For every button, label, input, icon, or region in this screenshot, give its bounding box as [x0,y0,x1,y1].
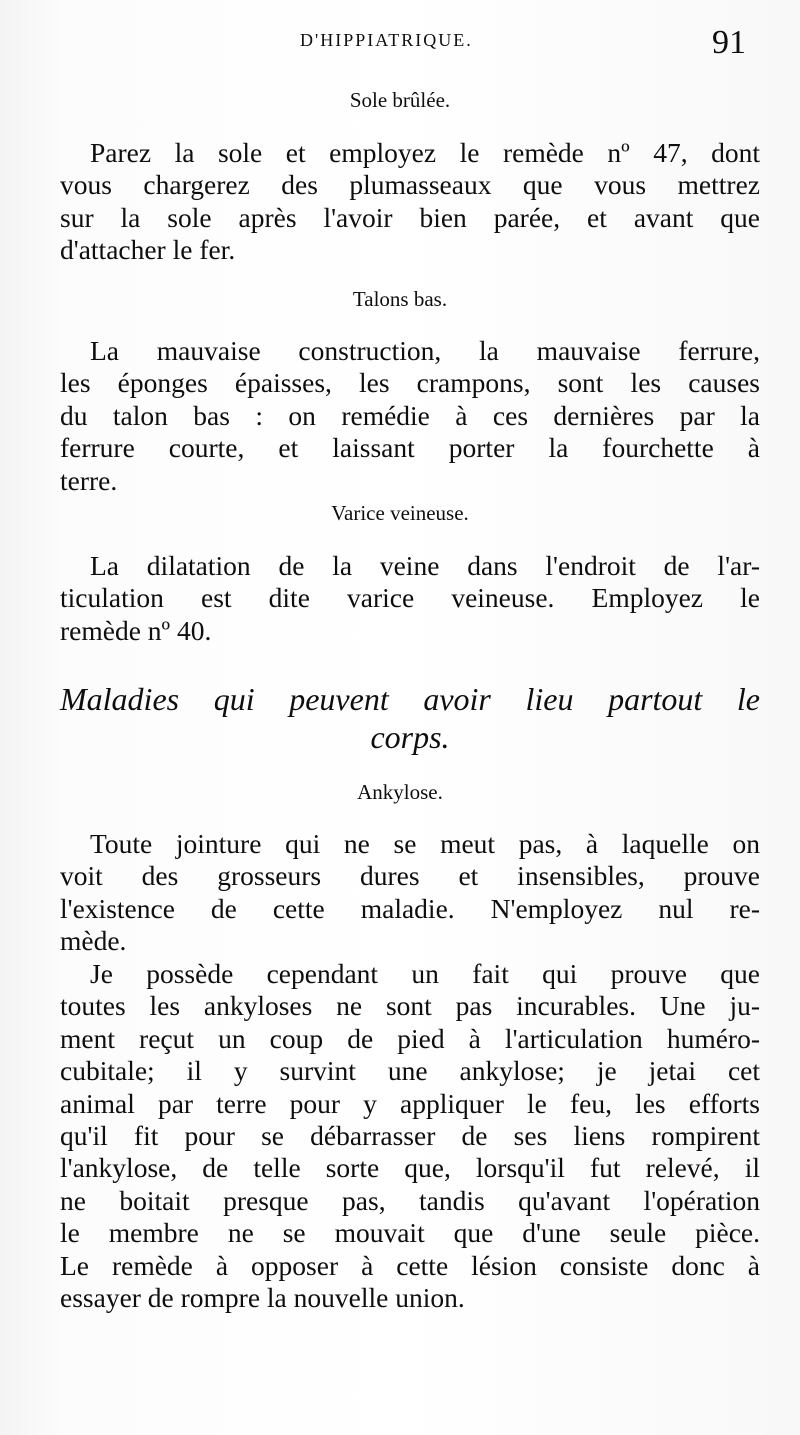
text-line: Le remède à opposer à cette lésion consiste donc à [60,1249,760,1281]
text-line: qu'il fit pour se débarrasser de ses liens rompirent [60,1119,760,1151]
text-line: l'existence de cette maladie. N'employez nul re- [60,892,760,924]
text-line: Toute jointure qui ne se meut pas, à laquelle on [90,828,760,859]
text-line: Parez la sole et employez le remède nº 47, dont [90,137,760,168]
paragraph-varice-veineuse [60,550,760,647]
text-line: animal par terre pour y appliquer le feu, les efforts [60,1087,760,1119]
chapter-title-line: corps. [370,719,450,755]
paragraph-talons-bas [60,335,760,497]
text-line: essayer de rompre la nouvelle union. [60,1281,465,1313]
section-heading-varice-veineuse: Varice veineuse. [331,501,469,525]
text-line: La mauvaise construction, la mauvaise ferrure, [90,335,760,366]
chapter-title-line: Maladies qui peuvent avoir lieu partout le [60,681,760,717]
text-line: toutes les ankyloses ne sont pas incurables. Une ju- [60,990,760,1022]
text-line: La dilatation de la veine dans l'endroit de l'ar- [90,550,760,581]
paragraph-ankylose-2 [60,958,760,1314]
text-line: ne boitait presque pas, tandis qu'avant l'opération [60,1184,760,1216]
paragraph-ankylose-1 [60,828,760,958]
running-head: D'HIPPIATRIQUE. [300,30,473,50]
text-line: l'ankylose, de telle sorte que, lorsqu'il fut relevé, il [60,1152,760,1184]
section-heading-talons-bas: Talons bas. [352,287,448,311]
text-line: le membre ne se mouvait que d'une seule pièce. [60,1217,760,1249]
text-line: ment reçut un coup de pied à l'articulation huméro- [60,1022,760,1054]
text-line: ferrure courte, et laissant porter la fourchette à [60,432,760,464]
text-line: terre. [60,464,118,496]
chapter-title [60,680,760,756]
text-line: du talon bas : on remédie à ces dernières par la [60,399,760,431]
text-line: voit des grosseurs dures et insensibles, prouve [60,860,760,892]
text-line: d'attacher le fer. [60,234,236,266]
text-line: cubitale; il y survint une ankylose; je jetai cet [60,1055,760,1087]
paragraph-sole-brulee [60,137,760,267]
text-line: Je possède cependant un fait qui prouve que [90,958,760,989]
page-number: 91 [712,24,746,61]
text-line: ticulation est dite varice veineuse. Employez le [60,582,760,614]
text-line: sur la sole après l'avoir bien parée, et avant que [60,201,760,233]
text-line: les éponges épaisses, les crampons, sont les causes [60,367,760,399]
text-line: vous chargerez des plumasseaux que vous mettrez [60,169,760,201]
section-heading-ankylose: Ankylose. [357,780,443,804]
section-heading-sole-brulee: Sole brûlée. [349,88,451,112]
text-line: mède. [60,925,127,957]
text-line: remède nº 40. [60,614,212,646]
